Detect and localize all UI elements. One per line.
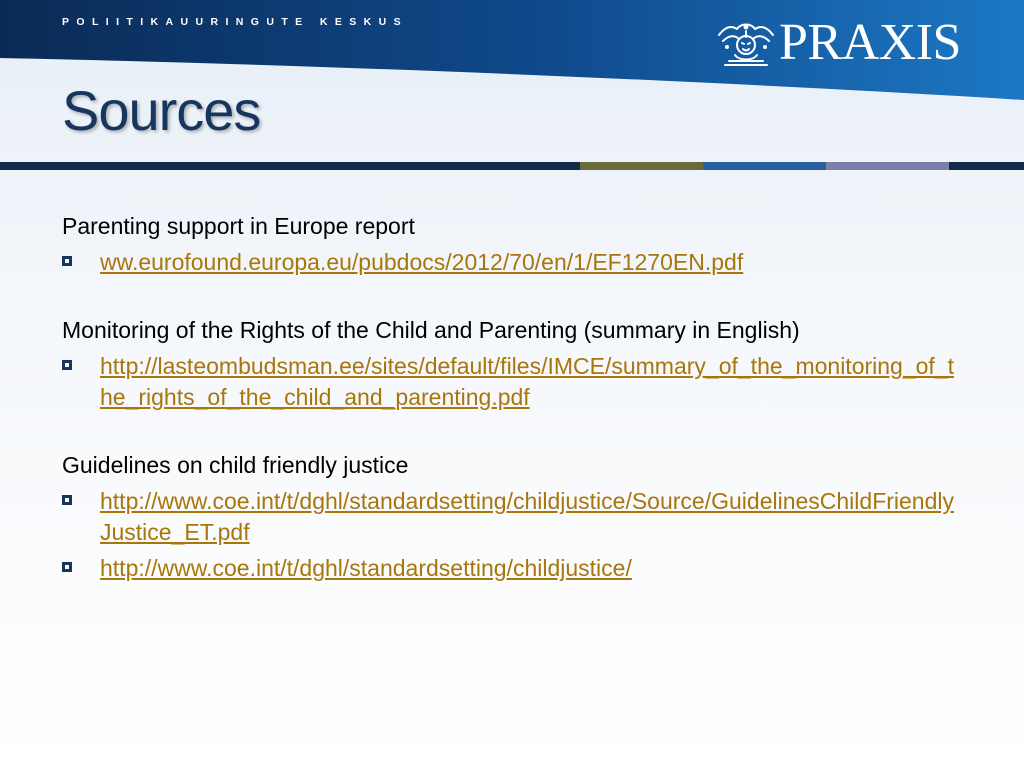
praxis-logo [715, 14, 961, 72]
square-bullet-icon [62, 562, 72, 572]
source-link[interactable]: http://lasteombudsman.ee/sites/default/files/IMCE/summary_of_the_monitoring_of_the_rights_of_the_child_and_parenting.pdf [100, 353, 954, 410]
page-title: Sources [62, 79, 261, 142]
source-section [62, 315, 962, 413]
rule-segment-lavender [826, 162, 949, 170]
header-tagline: POLIITIKAUURINGUTE KESKUS [62, 16, 409, 28]
source-link-item [62, 351, 962, 413]
rule-segment-navy-end [949, 162, 1024, 170]
source-link-item [62, 486, 962, 548]
rule-segment-olive [580, 162, 703, 170]
source-link[interactable]: http://www.coe.int/t/dghl/standardsetting/childjustice/Source/GuidelinesChildFriendlyJustice_ET.pdf [100, 488, 954, 545]
square-bullet-icon [62, 360, 72, 370]
source-link[interactable]: http://www.coe.int/t/dghl/standardsetting/childjustice/ [100, 555, 632, 581]
source-heading: Guidelines on child friendly justice [62, 452, 409, 478]
source-heading: Parenting support in Europe report [62, 213, 415, 239]
source-link-item [62, 247, 962, 278]
source-link[interactable]: ww.eurofound.europa.eu/pubdocs/2012/70/en/1/EF1270EN.pdf [100, 249, 744, 275]
source-section [62, 211, 962, 278]
rule-segment-navy [0, 162, 580, 170]
title-underline-bar [0, 162, 1024, 170]
sources-list [62, 211, 962, 621]
square-bullet-icon [62, 256, 72, 266]
source-section [62, 450, 962, 584]
logo-text: PRAXIS [779, 14, 961, 71]
rule-segment-blue [703, 162, 826, 170]
source-heading: Monitoring of the Rights of the Child and Parenting (summary in English) [62, 317, 800, 343]
square-bullet-icon [62, 495, 72, 505]
lion-crest-icon [715, 17, 777, 69]
source-link-item [62, 553, 962, 584]
